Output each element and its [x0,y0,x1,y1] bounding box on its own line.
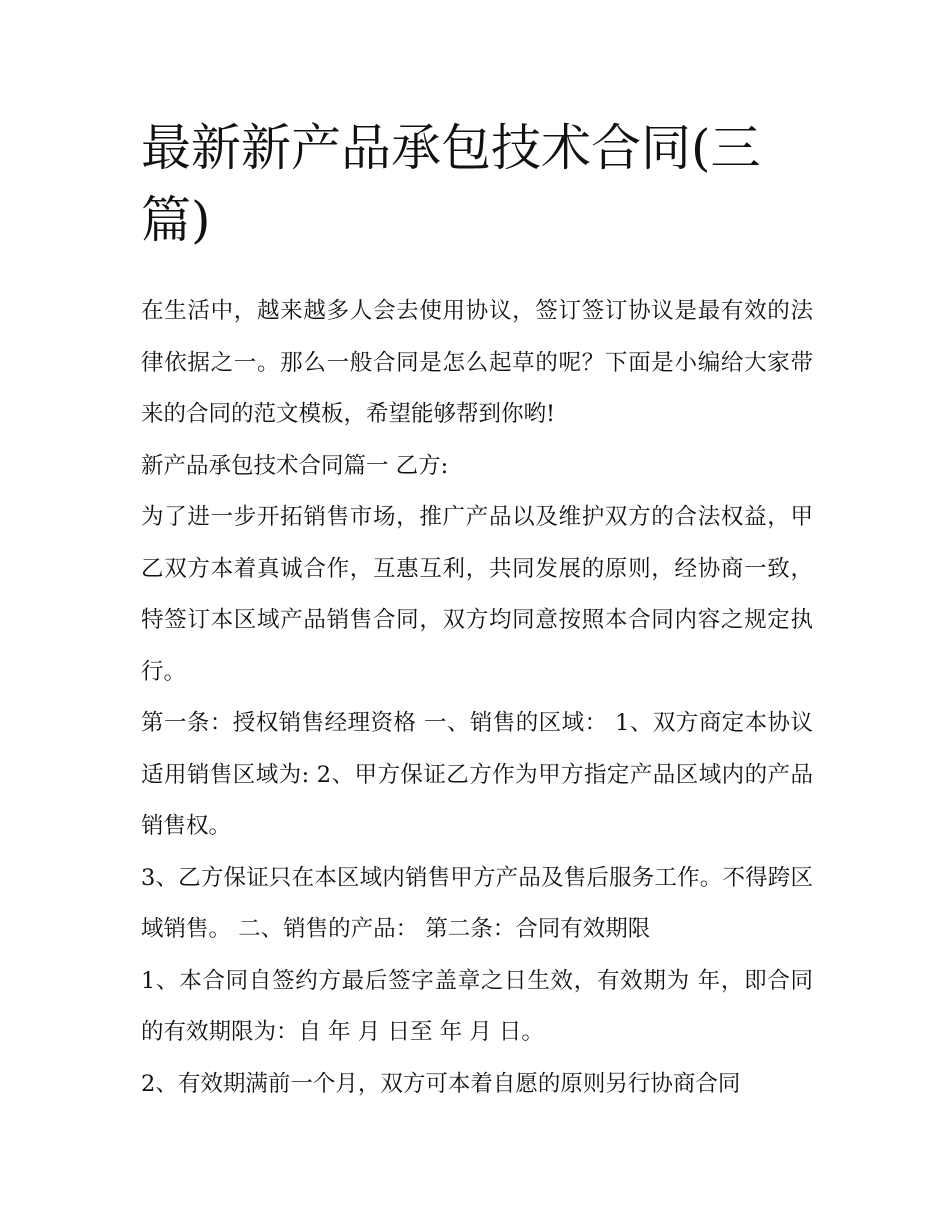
document-body [141,286,813,1110]
paragraph-intro: 在生活中，越来越多人会去使用协议，签订签订协议是最有效的法律依据之一。那么一般合同是怎么起草的呢？下面是小编给大家带来的合同的范文模板，希望能够帮到你哟! [141,298,813,427]
paragraph-purpose: 为了进一步开拓销售市场，推广产品以及维护双方的合法权益，甲乙双方本着真诚合作，互惠互利，共同发展的原则，经协商一致，特签订本区域产品销售合同，双方均同意按照本合同内容之规定执行。 [141,504,813,685]
paragraph-article-2-item-1: 1、本合同自签约方最后签字盖章之日生效，有效期为 年，即合同的有效期限为：自 年 月 日至 年 月 日。 [141,967,813,1045]
document-content [141,112,813,1110]
document-title: 最新新产品承包技术合同(三篇) [141,119,761,249]
paragraph-article-1-item-3: 3、乙方保证只在本区域内销售甲方产品及售后服务工作。不得跨区域销售。 二、销售的产品： 第二条：合同有效期限 [141,864,813,942]
paragraph-section-heading: 新产品承包技术合同篇一 乙方: [141,452,449,479]
paragraph-article-1: 第一条：授权销售经理资格 一、销售的区域： 1、双方商定本协议适用销售区域为: 2、甲方保证乙方作为甲方指定产品区域内的产品销售权。 [141,710,813,839]
paragraph-article-2-item-2: 2、有效期满前一个月，双方可本着自愿的原则另行协商合同 [141,1070,741,1097]
